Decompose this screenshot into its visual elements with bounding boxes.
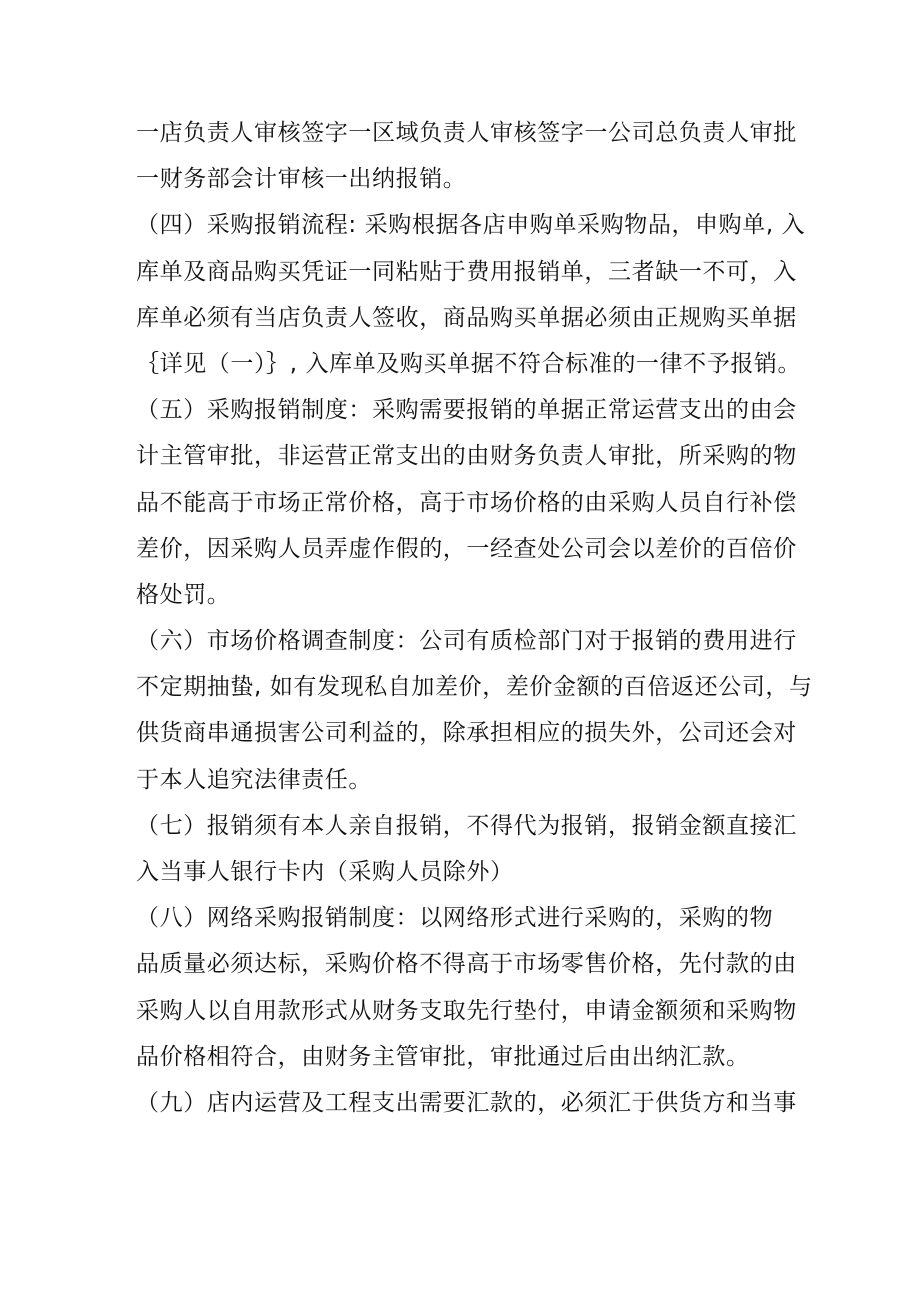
text-line: 格处罚。 [136,581,231,608]
text-line: 入当事人银行卡内（采购人员除外） [136,859,514,885]
text-line: 品价格相符合，由财务主管审批，审批通过后由出纳汇款。 [136,1043,750,1070]
text-line: 采购人以自用款形式从财务支取先行垫付，申请金额须和采购物 [136,997,797,1024]
text-line: （六）市场价格调查制度：公司有质检部门对于报销的费用进行 [136,628,797,655]
text-line: （八）网络采购报销制度：以网络形式进行采购的，采购的物 [136,905,774,932]
text-line: 品质量必须达标，采购价格不得高于市场零售价格，先付款的由 [136,951,797,978]
text-line: 计主管审批，非运营正常支出的由财务负责人审批，所采购的物 [136,443,797,470]
text-line: 供货商串通损害公司利益的，除承担相应的损失外，公司还会对 [136,720,797,747]
document-body [136,110,813,1126]
text-line: ｛详见（一）｝, 入库单及购买单据不符合标准的一律不予报销。 [136,350,802,377]
text-line: 品不能高于市场正常价格，高于市场价格的由采购人员自行补偿 [136,489,797,516]
text-line: 不定期抽蛰, 如有发现私自加差价，差价金额的百倍返还公司，与 [136,674,813,701]
text-line: 于本人追究法律责任。 [136,766,372,793]
text-line: 库单必须有当店负责人签收，商品购买单据必须由正规购买单据 [136,304,797,331]
text-line: 一店负责人审核签字一区域负责人审核签字一公司总负责人审批 [136,120,797,146]
text-line: 库单及商品购买凭证一同粘贴于费用报销单，三者缺一不可，入 [136,258,797,285]
text-line: （五）采购报销制度：采购需要报销的单据正常运营支出的由会 [136,397,797,424]
text-line: 一财务部会计审核一出纳报销。 [136,166,467,193]
text-line: （九）店内运营及工程支出需要汇款的，必须汇于供货方和当事 [136,1089,797,1116]
text-line: （四）采购报销流程: 采购根据各店申购单采购物品，申购单, 入 [136,212,806,239]
text-line: 差价，因采购人员弄虚作假的，一经查处公司会以差价的百倍价 [136,535,797,562]
text-line: （七）报销须有本人亲自报销，不得代为报销，报销金额直接汇 [136,812,797,839]
